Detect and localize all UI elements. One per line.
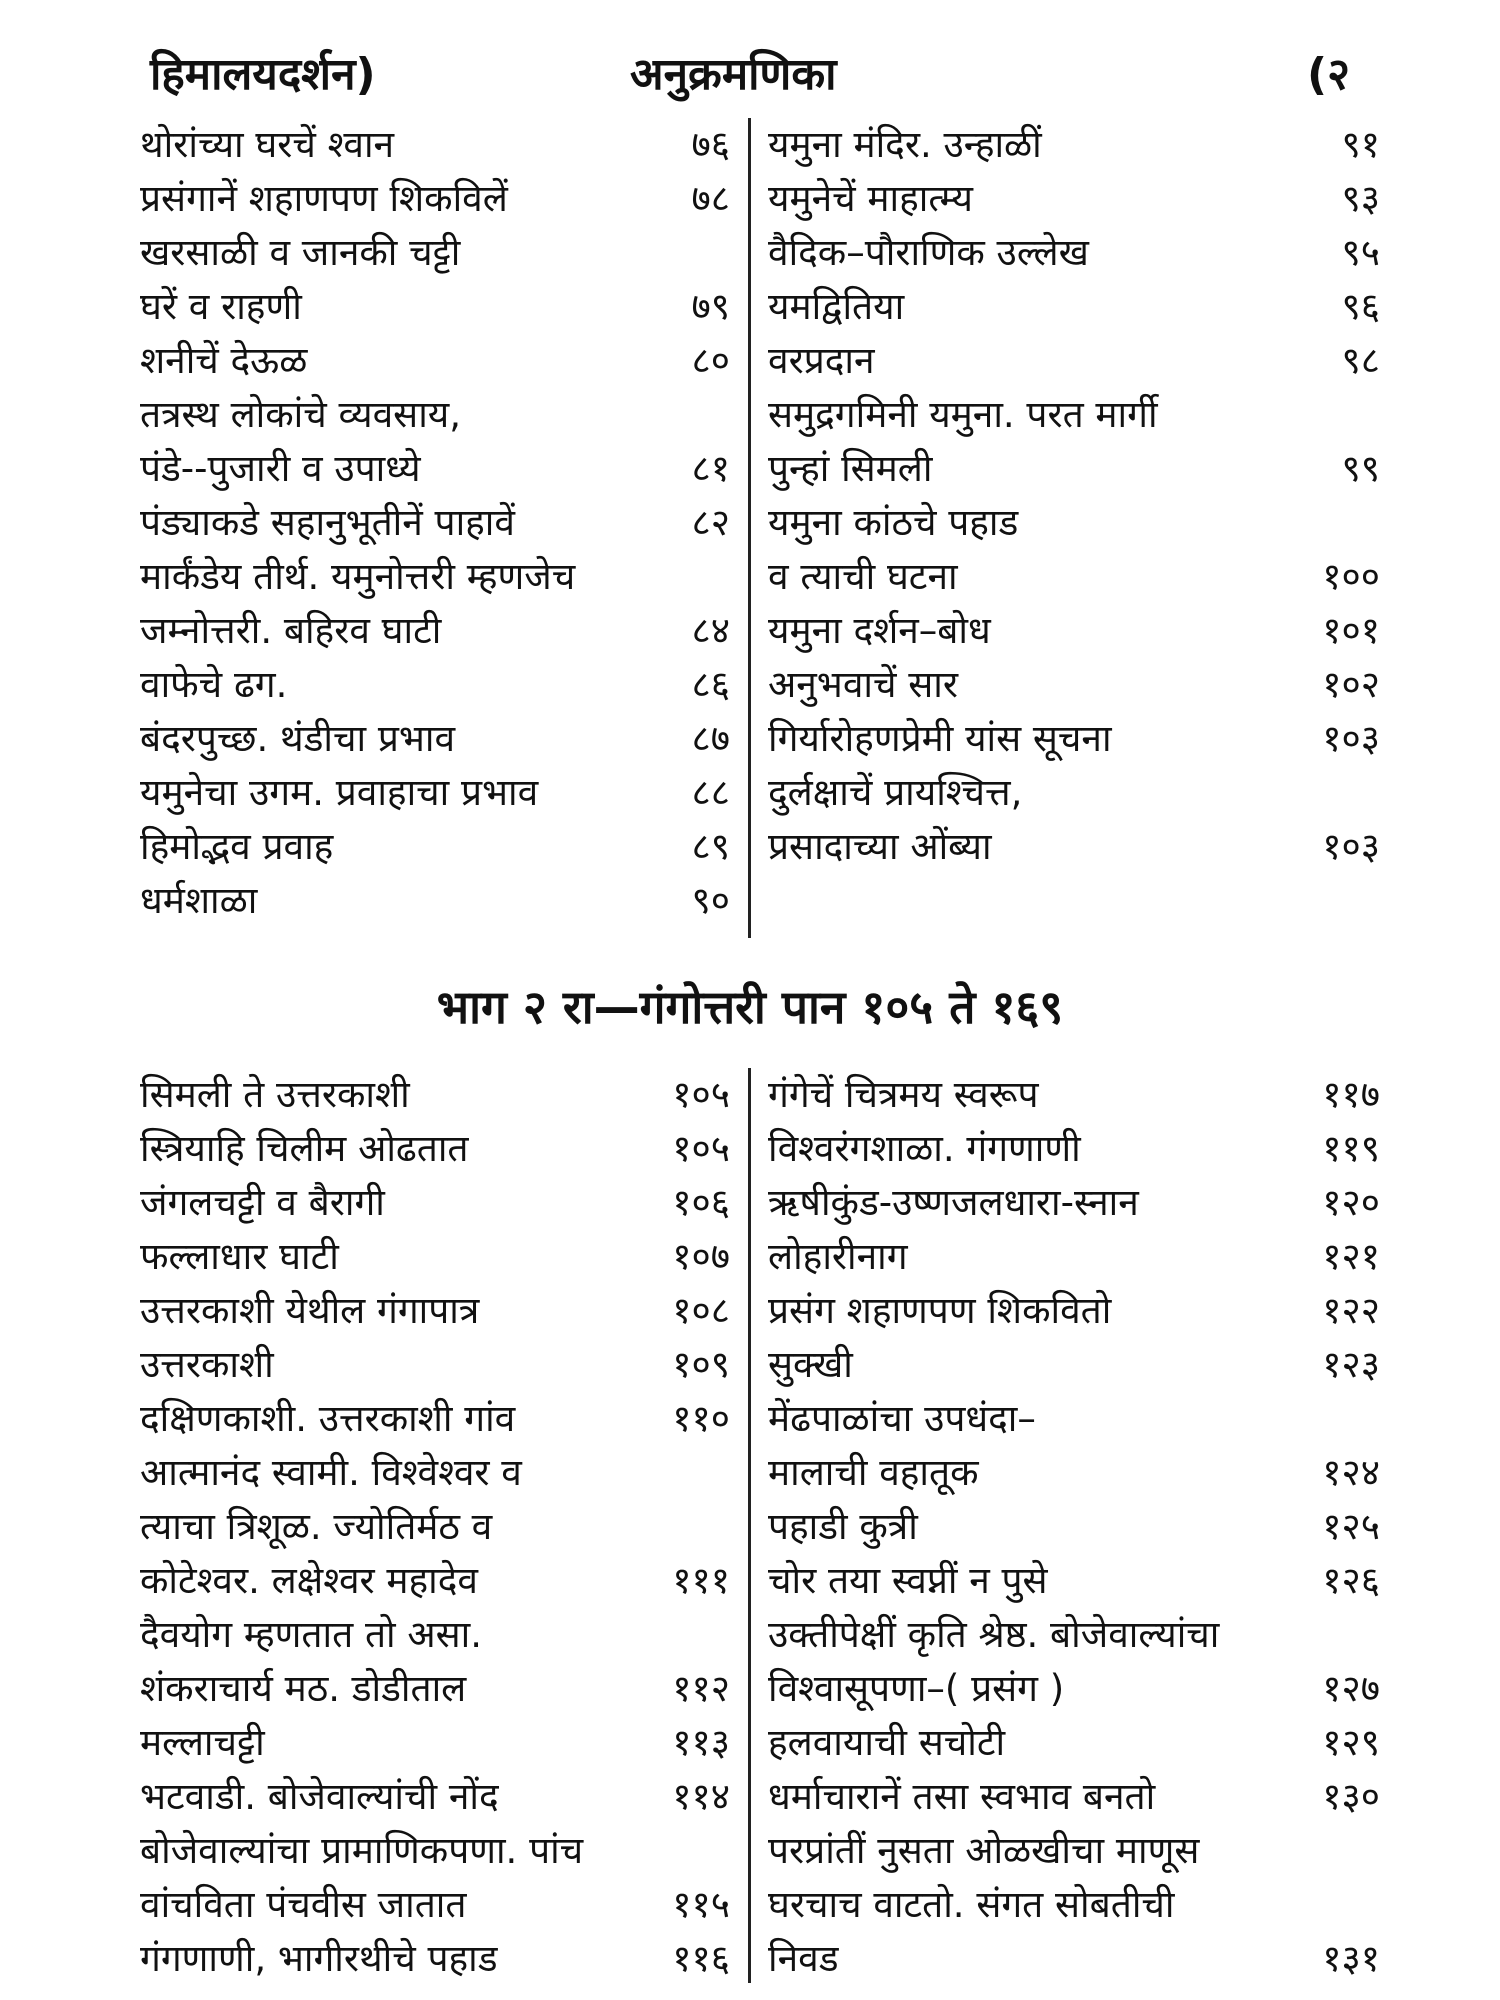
index-entry [768,1932,1380,1986]
entry-page-number: १३० [1322,1775,1380,1818]
entry-title: परप्रांतीं नुसता ओळखीचा माणूस [768,1829,1200,1872]
entry-page-number: ८२ [691,501,730,544]
entry-page-number: ७६ [691,123,730,166]
index-entry [768,658,1380,712]
entry-title: जंगलचट्टी व बैरागी [140,1181,385,1224]
running-title: हिमालयदर्शन) [150,49,376,100]
index-entry [140,118,730,172]
index-entry [140,1284,730,1338]
entry-title: यमुना दर्शन–बोध [768,609,991,652]
entry-page-number: ११२ [672,1667,730,1710]
index-entry [768,1068,1380,1122]
entry-title: पुन्हां सिमली [768,447,933,490]
index-entry [768,1716,1380,1770]
index-entry [768,1338,1380,1392]
part1-index [140,118,1380,958]
entry-title: उत्तरकाशी येथील गंगापात्र [140,1289,480,1332]
index-entry [140,1338,730,1392]
entry-title: ऋषीकुंड-उष्णजलधारा-स्नान [768,1181,1139,1224]
index-entry [768,172,1380,226]
entry-title: विश्वासूपणा–( प्रसंग ) [768,1667,1065,1710]
entry-page-number: ७९ [691,285,730,328]
entry-page-number: ९५ [1341,231,1380,274]
entry-title: पहाडी कुत्री [768,1505,918,1548]
index-entry [768,118,1380,172]
entry-title: गंगेचें चित्रमय स्वरूप [768,1073,1039,1116]
entry-page-number: ९३ [1341,177,1380,220]
index-entry [768,1770,1380,1824]
entry-page-number: ११४ [672,1775,730,1818]
index-entry [140,280,730,334]
index-entry [140,334,730,388]
entry-page-number: ११९ [1322,1127,1380,1170]
entry-title: वरप्रदान [768,339,875,382]
index-entry [768,604,1380,658]
entry-title: गंगणाणी, भागीरथीचे पहाड [140,1937,498,1980]
index-entry [140,658,730,712]
index-entry [140,1932,730,1986]
index-entry [768,550,1380,604]
index-entry [140,226,730,280]
index-entry [768,1230,1380,1284]
entry-page-number: १०३ [1322,717,1380,760]
index-entry [140,766,730,820]
index-entry [140,1716,730,1770]
index-entry [140,496,730,550]
entry-title: यमुना मंदिर. उन्हाळीं [768,123,1042,166]
entry-page-number: १३१ [1322,1937,1380,1980]
entry-page-number: १०६ [672,1181,730,1224]
entry-title: भटवाडी. बोजेवाल्यांची नोंद [140,1775,499,1818]
index-entry [768,1392,1380,1446]
entry-page-number: ८४ [691,609,730,652]
entry-title: प्रसंग शहाणपण शिकवितो [768,1289,1112,1332]
entry-title: त्याचा त्रिशूळ. ज्योतिर्मठ व [140,1505,493,1548]
index-entry [768,712,1380,766]
entry-title: बंदरपुच्छ. थंडीचा प्रभाव [140,717,456,760]
entry-title: सुक्खी [768,1343,853,1386]
entry-page-number: ९८ [1341,339,1380,382]
index-entry [768,388,1380,442]
entry-title: धर्मशाळा [140,879,258,922]
column-divider [748,1068,751,1983]
entry-page-number: १०९ [672,1343,730,1386]
index-entry [140,820,730,874]
entry-title: यमुनेचें माहात्म्य [768,177,973,220]
entry-title: कोटेश्वर. लक्षेश्वर महादेव [140,1559,478,1602]
entry-page-number: १२१ [1322,1235,1380,1278]
entry-page-number: १०३ [1322,825,1380,868]
entry-title: खरसाळी व जानकी चट्टी [140,231,461,274]
entry-title: लोहारीनाग [768,1235,908,1278]
entry-page-number: १११ [672,1559,730,1602]
entry-title: व त्याची घटना [768,555,958,598]
index-entry [140,1878,730,1932]
entry-title: विश्वरंगशाळा. गंगणाणी [768,1127,1081,1170]
entry-page-number: ८१ [691,447,730,490]
index-entry [768,280,1380,334]
entry-page-number: १०१ [1322,609,1380,652]
entry-page-number: ८० [691,339,730,382]
entry-title: बोजेवाल्यांचा प्रामाणिकपणा. पांच [140,1829,584,1872]
index-entry [140,1770,730,1824]
entry-page-number: ९१ [1341,123,1380,166]
entry-page-number: १२० [1322,1181,1380,1224]
index-entry [768,766,1380,820]
page-header [140,28,1350,108]
index-entry [140,604,730,658]
entry-title: घरचाच वाटतो. संगत सोबतीची [768,1883,1175,1926]
entry-page-number: ९६ [1341,285,1380,328]
entry-title: प्रसंगानें शहाणपण शिकविलें [140,177,508,220]
index-entry [768,1446,1380,1500]
entry-title: जम्नोत्तरी. बहिरव घाटी [140,609,442,652]
index-entry [768,1878,1380,1932]
entry-title: उत्तरकाशी [140,1343,274,1386]
entry-title: दैवयोग म्हणतात तो असा. [140,1613,483,1656]
entry-page-number: ७८ [691,177,730,220]
index-entry [140,1824,730,1878]
entry-title: वाफेचे ढग. [140,663,288,706]
index-entry [140,1176,730,1230]
entry-title: दुर्लक्षाचें प्रायश्चित्त, [768,771,1023,814]
entry-title: थोरांच्या घरचें श्वान [140,123,395,166]
entry-page-number: ११५ [672,1883,730,1926]
entry-title: मार्कंडेय तीर्थ. यमुनोत्तरी म्हणजेच [140,555,576,598]
entry-title: मल्लाचट्टी [140,1721,265,1764]
index-entry [140,1446,730,1500]
entry-page-number: ८८ [691,771,730,814]
entry-page-number: १०८ [672,1289,730,1332]
entry-page-number: ११३ [672,1721,730,1764]
entry-title: दक्षिणकाशी. उत्तरकाशी गांव [140,1397,516,1440]
entry-title: गिर्यारोहणप्रेमी यांस सूचना [768,717,1112,760]
index-entry [140,442,730,496]
index-entry [768,442,1380,496]
index-entry [768,1608,1380,1662]
index-entry [768,1284,1380,1338]
page-number: (२ [1307,49,1350,100]
index-entry [140,1662,730,1716]
entry-page-number: १२५ [1322,1505,1380,1548]
entry-page-number: १२४ [1322,1451,1380,1494]
entry-title: शंकराचार्य मठ. डोडीताल [140,1667,467,1710]
page-title: अनुक्रमणिका [630,49,837,100]
index-entry [140,712,730,766]
index-entry [140,1392,730,1446]
entry-page-number: १०२ [1322,663,1380,706]
entry-title: निवड [768,1937,839,1980]
index-entry [140,172,730,226]
entry-page-number: ८९ [691,825,730,868]
entry-title: पंड्याकडे सहानुभूतीनें पाहावें [140,501,515,544]
index-entry [768,1824,1380,1878]
entry-title: पंडे--पुजारी व उपाध्ये [140,447,421,490]
entry-page-number: ९० [691,879,730,922]
entry-page-number: १०५ [672,1073,730,1116]
index-entry [768,820,1380,874]
entry-title: समुद्रगमिनी यमुना. परत मार्गी [768,393,1158,436]
entry-title: घरें व राहणी [140,285,302,328]
index-entry [140,388,730,442]
entry-page-number: १२९ [1322,1721,1380,1764]
index-entry [768,1122,1380,1176]
index-entry [140,1554,730,1608]
index-entry [768,1500,1380,1554]
entry-page-number: १२३ [1322,1343,1380,1386]
entry-title: प्रसादाच्या ओंब्या [768,825,992,868]
entry-page-number: ८७ [691,717,730,760]
entry-title: मेंढपाळांचा उपधंदा– [768,1397,1036,1440]
entry-title: मालाची वहातूक [768,1451,979,1494]
entry-title: हिमोद्भव प्रवाह [140,825,334,868]
entry-title: धर्माचारानें तसा स्वभाव बनतो [768,1775,1156,1818]
entry-title: उक्तीपेक्षीं कृति श्रेष्ठ. बोजेवाल्यांचा [768,1613,1220,1656]
entry-page-number: ११६ [672,1937,730,1980]
entry-title: यमुना कांठचे पहाड [768,501,1019,544]
part2-heading: भाग २ रा—गंगोत्तरी पान १०५ ते १६९ [436,980,1064,1034]
entry-page-number: ११० [672,1397,730,1440]
entry-title: तत्रस्थ लोकांचे व्यवसाय, [140,393,461,436]
entry-title: आत्मानंद स्वामी. विश्वेश्वर व [140,1451,522,1494]
entry-page-number: ११७ [1322,1073,1380,1116]
index-entry [768,1662,1380,1716]
entry-page-number: १०७ [672,1235,730,1278]
entry-title: फल्लाधार घाटी [140,1235,339,1278]
entry-page-number: १०० [1322,555,1380,598]
entry-page-number: १२६ [1322,1559,1380,1602]
entry-title: चोर तया स्वप्नीं न पुसे [768,1559,1048,1602]
index-entry [140,1608,730,1662]
entry-title: यमद्वितिया [768,285,905,328]
index-entry [140,1500,730,1554]
index-entry [140,550,730,604]
entry-title: शनीचें देऊळ [140,339,308,382]
entry-title: अनुभवाचें सार [768,663,958,706]
entry-page-number: १२२ [1322,1289,1380,1332]
index-entry [768,1176,1380,1230]
index-entry [140,1122,730,1176]
entry-title: वांचविता पंचवीस जातात [140,1883,467,1926]
index-entry [768,1554,1380,1608]
entry-title: स्त्रियाहि चिलीम ओढतात [140,1127,469,1170]
index-entry [768,496,1380,550]
part2-index [140,1068,1380,1988]
entry-title: वैदिक–पौराणिक उल्लेख [768,231,1089,274]
entry-page-number: ९९ [1341,447,1380,490]
index-entry [140,1068,730,1122]
entry-title: सिमली ते उत्तरकाशी [140,1073,410,1116]
index-entry [768,334,1380,388]
entry-page-number: १२७ [1322,1667,1380,1710]
index-entry [140,874,730,928]
index-entry [140,1230,730,1284]
entry-page-number: ८६ [691,663,730,706]
index-entry [768,226,1380,280]
entry-page-number: १०५ [672,1127,730,1170]
entry-title: यमुनेचा उगम. प्रवाहाचा प्रभाव [140,771,539,814]
entry-title: हलवायाची सचोटी [768,1721,1006,1764]
column-divider [748,118,751,938]
